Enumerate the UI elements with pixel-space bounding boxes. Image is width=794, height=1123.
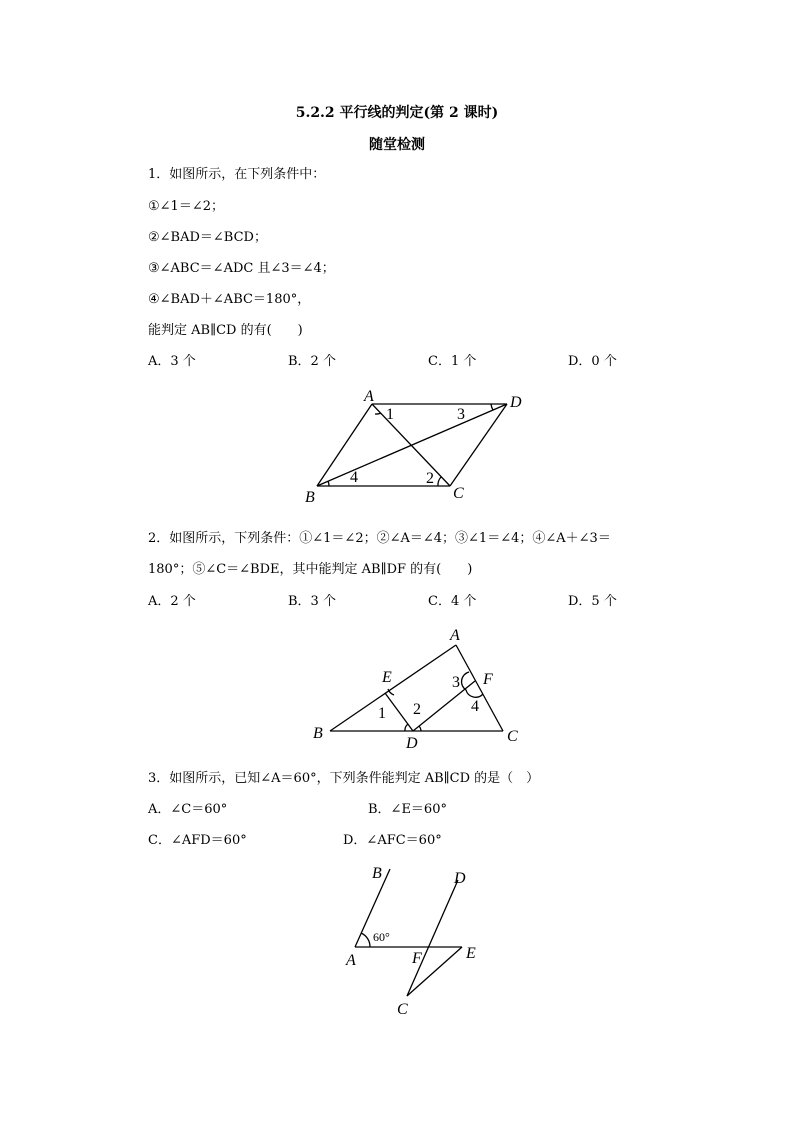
q2-point-a: A xyxy=(450,627,460,644)
q1-option-d[interactable]: D．0 个 xyxy=(568,354,617,369)
q2-option-b[interactable]: B．3 个 xyxy=(288,594,336,609)
q1-question: 能判定 AB∥CD 的有( ) xyxy=(148,323,303,338)
q2-angle-4: 4 xyxy=(471,698,479,715)
q1-option-b[interactable]: B．2 个 xyxy=(288,354,336,369)
q2-point-d: D xyxy=(406,735,418,752)
q1-angle-arc-3 xyxy=(491,404,493,410)
q3-point-b: B xyxy=(372,865,382,882)
q1-point-d: D xyxy=(510,394,522,411)
q3-point-e: E xyxy=(466,945,476,962)
q3-option-b[interactable]: B．∠E＝60° xyxy=(368,802,447,817)
q2-angle-1: 1 xyxy=(378,705,386,722)
q1-point-b: B xyxy=(305,489,315,506)
q1-angle-arc-1 xyxy=(375,413,381,414)
q3-point-f: F xyxy=(412,950,422,967)
page-title: 5.2.2 平行线的判定(第 2 课时) xyxy=(295,105,499,121)
q2-segment-df xyxy=(413,681,475,731)
q1-figure xyxy=(300,385,540,510)
q1-condition-1: ①∠1＝∠2； xyxy=(148,199,224,214)
q2-segment-ba xyxy=(330,645,456,731)
q3-figure xyxy=(335,860,495,1020)
q3-point-d: D xyxy=(454,870,466,887)
q3-angle-label: 60° xyxy=(373,930,390,944)
q3-point-a: A xyxy=(346,952,356,969)
q1-option-c[interactable]: C．1 个 xyxy=(428,354,477,369)
q1-condition-4: ④∠BAD＋∠ABC＝180°， xyxy=(148,292,311,307)
q1-condition-2: ②∠BAD＝∠BCD； xyxy=(148,230,267,245)
q2-point-f: F xyxy=(483,671,493,688)
q2-option-a[interactable]: A．2 个 xyxy=(148,594,196,609)
q2-figure xyxy=(305,620,540,750)
q2-angle-arc-1 xyxy=(405,724,408,731)
q1-angle-arc-4 xyxy=(328,481,329,486)
q1-stem: 1．如图所示，在下列条件中： xyxy=(148,167,326,182)
q3-point-c: C xyxy=(397,1001,408,1018)
q2-option-d[interactable]: D．5 个 xyxy=(568,594,617,609)
page-subtitle: 随堂检测 xyxy=(369,137,425,153)
q2-point-b: B xyxy=(313,725,323,742)
q3-option-a[interactable]: A．∠C＝60° xyxy=(148,802,228,817)
q2-angle-2: 2 xyxy=(413,701,421,718)
q1-angle-1: 1 xyxy=(386,406,394,423)
q2-option-c[interactable]: C．4 个 xyxy=(428,594,477,609)
q3-angle-arc-a xyxy=(361,933,370,947)
q3-segment-cd xyxy=(407,880,458,996)
q2-angle-3: 3 xyxy=(452,674,460,691)
q1-option-a[interactable]: A．3 个 xyxy=(148,354,196,369)
q1-point-a: A xyxy=(364,388,374,405)
q2-angle-arc-2 xyxy=(419,726,421,731)
q1-angle-4: 4 xyxy=(350,469,358,486)
q2-point-e: E xyxy=(382,669,392,686)
q1-condition-3: ③∠ABC＝∠ADC 且∠3＝∠4； xyxy=(148,261,335,276)
q3-option-c[interactable]: C．∠AFD＝60° xyxy=(148,833,247,848)
q1-angle-3: 3 xyxy=(457,406,465,423)
q3-option-d[interactable]: D．∠AFC＝60° xyxy=(343,833,442,848)
q2-segment-ed xyxy=(385,693,413,731)
q1-angle-2: 2 xyxy=(426,470,434,487)
q2-stem-line-1: 2．如图所示，下列条件：①∠1＝∠2；②∠A＝∠4；③∠1＝∠4；④∠A＋∠3＝ xyxy=(148,531,611,546)
q1-point-c: C xyxy=(453,485,464,502)
q2-stem-line-2: 180°；⑤∠C＝∠BDE，其中能判定 AB∥DF 的有( ) xyxy=(148,562,473,577)
q2-point-c: C xyxy=(507,728,518,745)
q1-angle-arc-2 xyxy=(438,477,441,486)
q3-stem: 3．如图所示，已知∠A＝60°，下列条件能判定 AB∥CD 的是（ ） xyxy=(148,771,540,786)
